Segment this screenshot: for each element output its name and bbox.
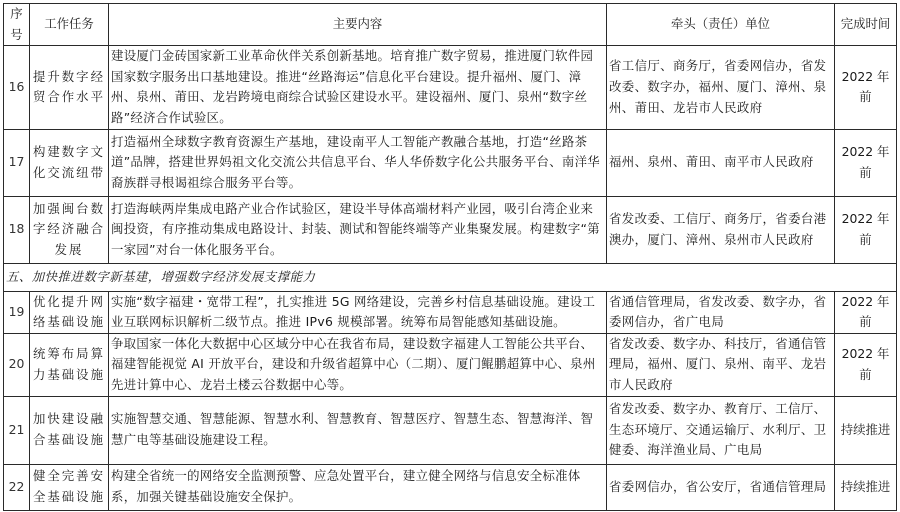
row-seq: 21 xyxy=(4,396,30,464)
header-completion: 完成时间 xyxy=(835,4,897,46)
row-seq: 22 xyxy=(4,464,30,510)
row-lead-unit: 省发改委、数字办、科技厅，省通信管理局，福州、厦门、泉州、南平、龙岩市人民政府 xyxy=(607,333,835,396)
section-header-row xyxy=(4,263,897,291)
row-seq: 16 xyxy=(4,46,30,129)
header-content: 主要内容 xyxy=(109,4,607,46)
row-completion: 2022 年前 xyxy=(835,333,897,396)
row-lead-unit: 福州、泉州、莆田、南平市人民政府 xyxy=(607,129,835,196)
row-task: 健全完善安全基础设施 xyxy=(30,464,109,510)
section-title: 五、加快推进数字新基建，增强数字经济发展支撑能力 xyxy=(4,263,897,291)
row-content: 实施“数字福建・宽带工程”，扎实推进 5G 网络建设，完善乡村信息基础设施。建设工业互联网标识解析二级节点。推进 IPv6 规模部署。统筹布局智能感知基础设施。 xyxy=(109,291,607,333)
header-task: 工作任务 xyxy=(30,4,109,46)
row-task: 统筹布局算力基础设施 xyxy=(30,333,109,396)
row-task: 加强闽台数字经济融合发展 xyxy=(30,196,109,263)
row-task: 构建数字文化交流纽带 xyxy=(30,129,109,196)
table-header-row xyxy=(4,4,897,46)
row-content: 建设厦门金砖国家新工业革命伙伴关系创新基地。培育推广数字贸易，推进厦门软件园国家数字服务出口基地建设。推进“丝路海运”信息化平台建设。提升福州、厦门、漳州、泉州、莆田、龙岩跨境电商综合试验区建设水平。建设福州、厦门、泉州“数字丝路”经济合作试验区。 xyxy=(109,46,607,129)
row-seq: 18 xyxy=(4,196,30,263)
header-seq: 序号 xyxy=(4,4,30,46)
row-completion: 持续推进 xyxy=(835,464,897,510)
table-row xyxy=(4,291,897,333)
row-seq: 17 xyxy=(4,129,30,196)
row-completion: 2022 年前 xyxy=(835,291,897,333)
row-lead-unit: 省发改委、数字办、教育厅、工信厅、生态环境厅、交通运输厅、水利厅、卫健委、海洋渔业局、广电局 xyxy=(607,396,835,464)
table-row xyxy=(4,333,897,396)
row-seq: 20 xyxy=(4,333,30,396)
row-task: 优化提升网络基础设施 xyxy=(30,291,109,333)
table-row xyxy=(4,129,897,196)
row-content: 实施智慧交通、智慧能源、智慧水利、智慧教育、智慧医疗、智慧生态、智慧海洋、智慧广电等基础设施建设工程。 xyxy=(109,396,607,464)
row-content: 打造海峡两岸集成电路产业合作试验区，建设半导体高端材料产业园，吸引台湾企业来闽投资，有序推动集成电路设计、封装、测试和智能终端等产业集聚发展。构建数字“第一家园”对台一体化服务平台。 xyxy=(109,196,607,263)
row-content: 打造福州全球数字教育资源生产基地，建设南平人工智能产教融合基地，打造“丝路茶道”品牌，搭建世界妈祖文化交流公共信息平台、华人华侨数字化公共服务平台、南洋华裔族群寻根谒祖综合服务平台等。 xyxy=(109,129,607,196)
row-completion: 持续推进 xyxy=(835,396,897,464)
row-lead-unit: 省发改委、工信厅、商务厅，省委台港澳办，厦门、漳州、泉州市人民政府 xyxy=(607,196,835,263)
table-row xyxy=(4,196,897,263)
row-lead-unit: 省通信管理局，省发改委、数字办，省委网信办，省广电局 xyxy=(607,291,835,333)
row-content: 争取国家一体化大数据中心区域分中心在我省布局，建设数字福建人工智能公共平台、福建智能视觉 AI 开放平台，建设和升级省超算中心（二期）、厦门鲲鹏超算中心、泉州先进计算中心、龙岩土楼云谷数据中心等。 xyxy=(109,333,607,396)
row-content: 构建全省统一的网络安全监测预警、应急处置平台，建立健全网络与信息安全标准体系，加强关键基础设施安全保护。 xyxy=(109,464,607,510)
row-completion: 2022 年前 xyxy=(835,129,897,196)
work-plan-table xyxy=(3,3,897,511)
row-seq: 19 xyxy=(4,291,30,333)
table-row xyxy=(4,46,897,129)
row-completion: 2022 年前 xyxy=(835,196,897,263)
row-lead-unit: 省委网信办，省公安厅，省通信管理局 xyxy=(607,464,835,510)
header-lead-unit: 牵头（责任）单位 xyxy=(607,4,835,46)
row-task: 加快建设融合基础设施 xyxy=(30,396,109,464)
row-completion: 2022 年前 xyxy=(835,46,897,129)
row-task: 提升数字经贸合作水平 xyxy=(30,46,109,129)
table-row xyxy=(4,396,897,464)
table-row xyxy=(4,464,897,510)
row-lead-unit: 省工信厅、商务厅，省委网信办，省发改委、数字办，福州、厦门、漳州、泉州、莆田、龙岩市人民政府 xyxy=(607,46,835,129)
